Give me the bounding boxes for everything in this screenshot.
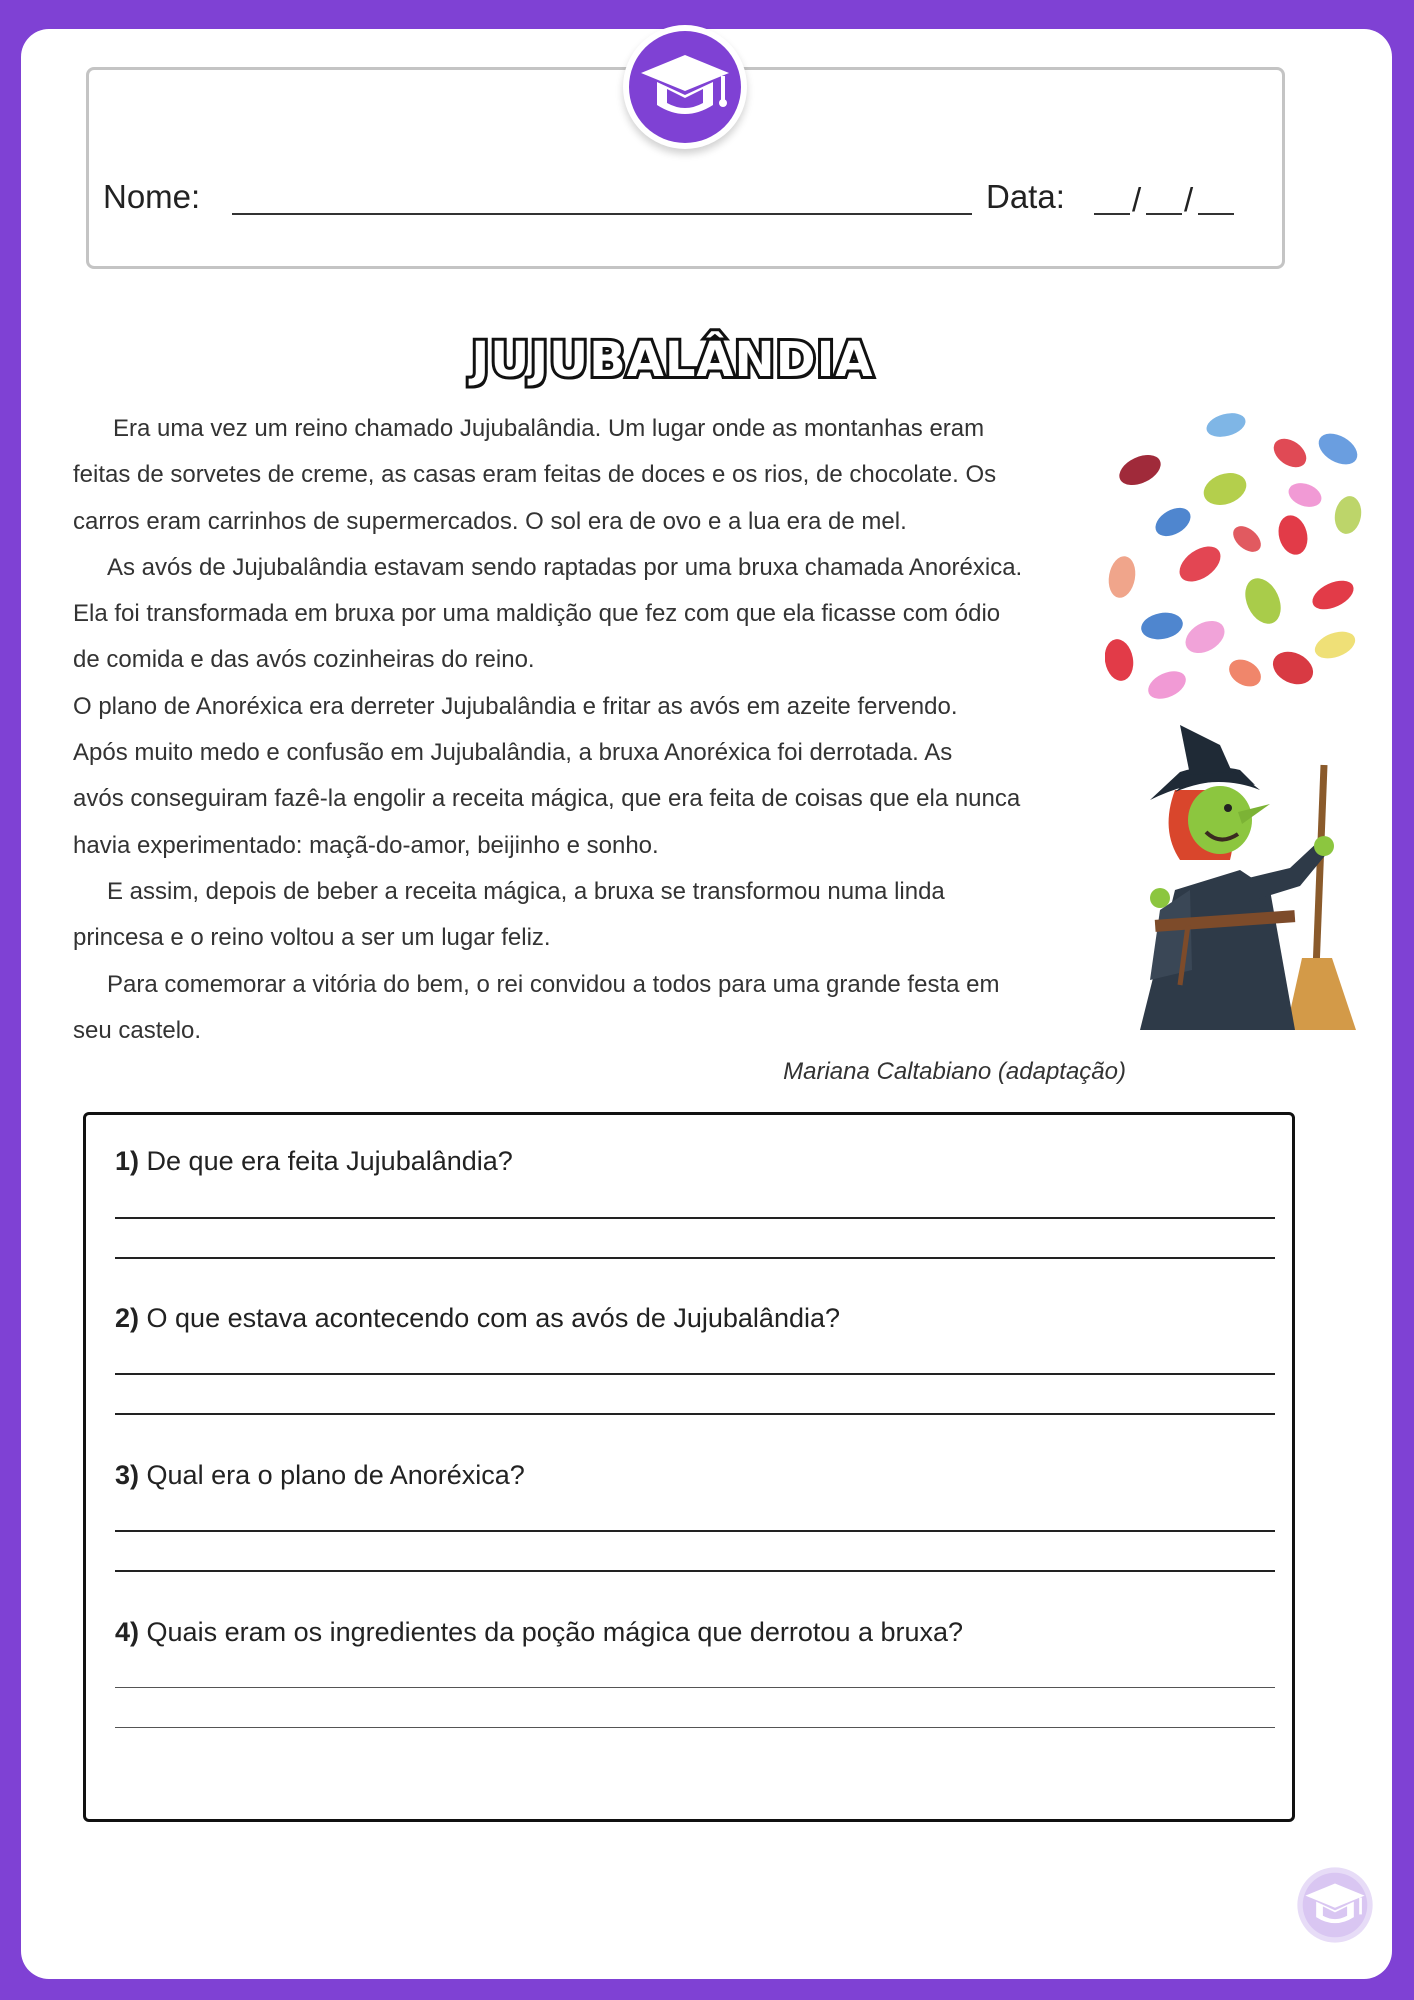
logo-badge bbox=[623, 25, 747, 149]
answer-line[interactable] bbox=[115, 1413, 1275, 1415]
question-4 bbox=[115, 1617, 963, 1648]
answer-line[interactable] bbox=[115, 1570, 1275, 1572]
graduation-cap-icon bbox=[627, 29, 743, 145]
jellybeans-illustration bbox=[1105, 405, 1365, 705]
question-3 bbox=[115, 1460, 525, 1491]
question-number: 1) bbox=[115, 1146, 140, 1176]
question-number: 3) bbox=[115, 1460, 140, 1490]
story-line: carros eram carrinhos de supermercados. O sol era de ovo e a lua era de mel. bbox=[73, 507, 907, 535]
date-separator: / bbox=[1132, 181, 1142, 218]
question-number: 4) bbox=[115, 1617, 140, 1647]
story-line: O plano de Anoréxica era derreter Jujubalândia e fritar as avós em azeite fervendo. bbox=[73, 692, 958, 720]
answer-line[interactable] bbox=[115, 1217, 1275, 1219]
name-field-line[interactable] bbox=[232, 213, 972, 215]
answer-line[interactable] bbox=[115, 1727, 1275, 1728]
answer-line[interactable] bbox=[115, 1373, 1275, 1375]
graduation-cap-icon bbox=[1296, 1866, 1374, 1944]
story-line: havia experimentado: maçã-do-amor, beijinho e sonho. bbox=[73, 831, 659, 859]
answer-line[interactable] bbox=[115, 1687, 1275, 1688]
question-text: Qual era o plano de Anoréxica? bbox=[146, 1460, 525, 1490]
date-month-blank[interactable] bbox=[1146, 213, 1182, 215]
date-label: Data: bbox=[986, 178, 1065, 215]
question-text: O que estava acontecendo com as avós de Jujubalândia? bbox=[146, 1303, 841, 1333]
story-line: feitas de sorvetes de creme, as casas eram feitas de doces e os rios, de chocolate. Os bbox=[73, 461, 997, 489]
question-1 bbox=[115, 1146, 513, 1177]
story-text bbox=[73, 406, 1133, 1054]
story-author: Mariana Caltabiano (adaptação) bbox=[783, 1058, 1126, 1085]
date-year-blank[interactable] bbox=[1198, 213, 1234, 215]
question-text: Quais eram os ingredientes da poção mágica que derrotou a bruxa? bbox=[146, 1617, 964, 1647]
date-day-blank[interactable] bbox=[1094, 213, 1130, 215]
question-number: 2) bbox=[115, 1303, 140, 1333]
question-2 bbox=[115, 1303, 840, 1334]
story-line: avós conseguiram fazê-la engolir a receita mágica, que era feita de coisas que ela nunca bbox=[73, 785, 1021, 813]
story-line: As avós de Jujubalândia estavam sendo raptadas por uma bruxa chamada Anoréxica. bbox=[107, 553, 1023, 581]
story-line: seu castelo. bbox=[73, 1016, 202, 1044]
story-line: Era uma vez um reino chamado Jujubalândia. Um lugar onde as montanhas eram bbox=[113, 415, 985, 442]
story-line: de comida e das avós cozinheiras do reino. bbox=[73, 646, 535, 674]
answer-line[interactable] bbox=[115, 1530, 1275, 1532]
question-text: De que era feita Jujubalândia? bbox=[146, 1146, 513, 1176]
name-label: Nome: bbox=[103, 178, 201, 215]
date-separator: / bbox=[1184, 181, 1194, 218]
witch-illustration bbox=[1120, 720, 1370, 1040]
story-line: Para comemorar a vitória do bem, o rei convidou a todos para uma grande festa em bbox=[107, 970, 1000, 998]
story-line: E assim, depois de beber a receita mágica, a bruxa se transformou numa linda bbox=[107, 877, 945, 905]
story-title: JUJUBALÂNDIA bbox=[471, 332, 874, 388]
story-line: Após muito medo e confusão em Jujubalândia, a bruxa Anoréxica foi derrotada. As bbox=[73, 739, 953, 767]
story-line: Ela foi transformada em bruxa por uma maldição que fez com que ela ficasse com ódio bbox=[73, 600, 1001, 628]
story-line: princesa e o reino voltou a ser um lugar feliz. bbox=[73, 924, 551, 952]
answer-line[interactable] bbox=[115, 1257, 1275, 1259]
